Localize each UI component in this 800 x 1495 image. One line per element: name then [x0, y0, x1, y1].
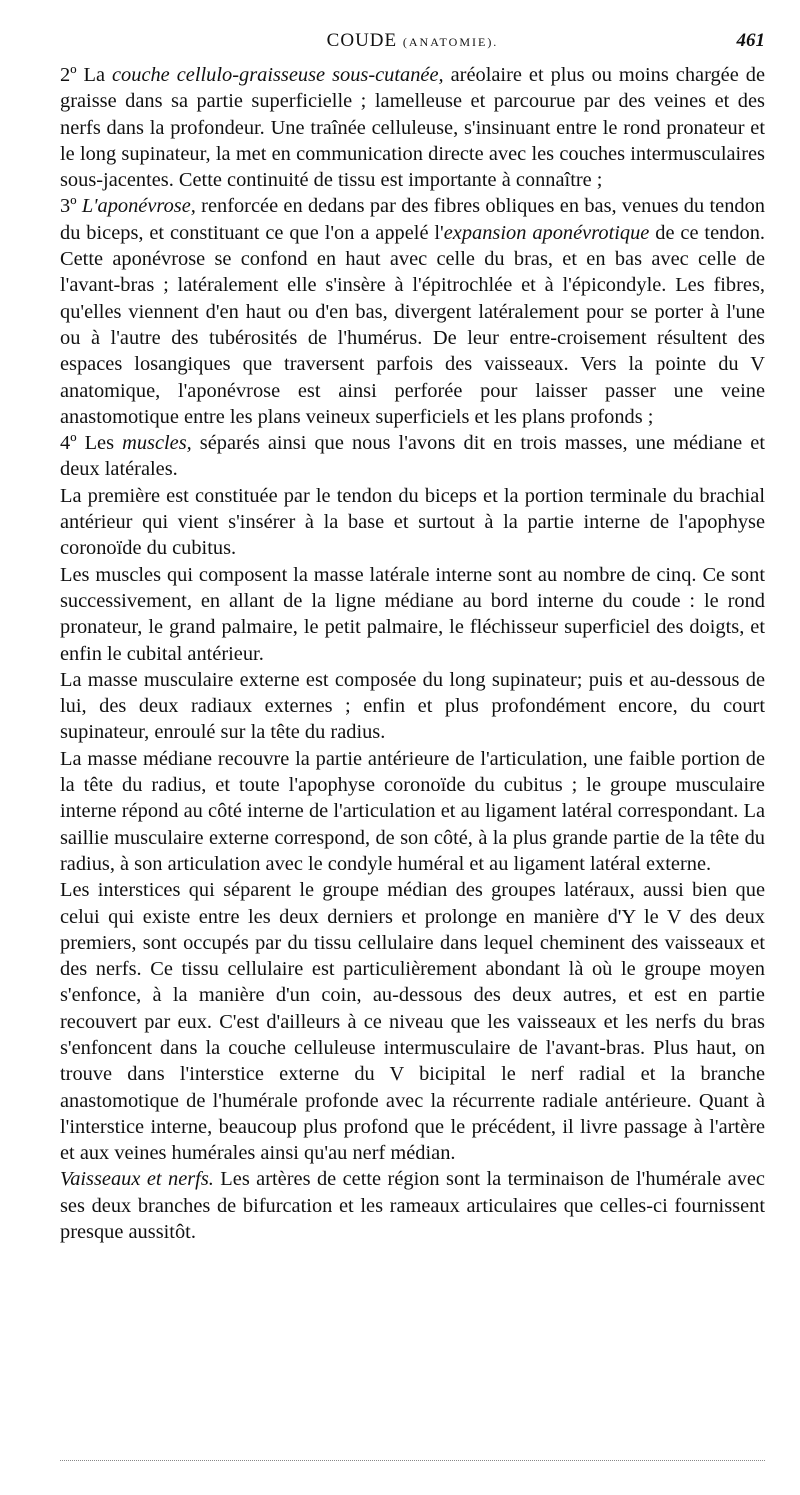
paragraph-masse-interne: Les muscles qui composent la masse latérale interne sont au nombre de cinq. Ce sont successivement, en allant de la ligne médiane au bord interne du coude : le rond pronateur, le grand palmaire, le petit palmaire, le fléchisseur superficiel des doigts, et enfin le cubital antérieur.	[60, 563, 765, 665]
paragraph-italic-term: Vaisseaux et nerfs.	[60, 1168, 214, 1191]
bottom-bleed-line	[60, 1460, 765, 1461]
page-number: 461	[736, 30, 765, 51]
paragraph-italic-term: muscles,	[122, 432, 192, 455]
paragraph-vaisseaux-nerfs	[60, 1166, 765, 1245]
paragraph-text: séparés ainsi que nous l'avons dit en trois masses, une médiane et deux latérales.	[60, 432, 765, 481]
paragraph-masse-mediane: La première est constituée par le tendon du biceps et la portion terminale du brachial antérieur qui vient s'insérer à la base et surtout à la partie interne de l'apophyse coronoïde du cubitus.	[60, 484, 765, 560]
paragraph-lead: 4º Les	[60, 432, 123, 455]
paragraph-aponevrose	[60, 193, 765, 430]
paragraph-lead: 3º	[60, 195, 82, 218]
running-title-main: COUDE	[326, 30, 398, 51]
paragraph-muscles	[60, 430, 765, 483]
paragraph-italic-term: L'aponévrose,	[81, 195, 196, 218]
paragraph-lead: 2º La	[60, 64, 112, 86]
paragraph-rapports: La masse médiane recouvre la partie antérieure de l'articulation, une faible portion de la tête du radius, et toute l'apophyse coronoïde du cubitus ; le groupe musculaire interne répond au côté interne de l'articulation et au ligament latéral correspondant. La saillie musculaire externe correspond, de son côté, à la plus grande partie de la tête du radius, à son articulation avec le condyle huméral et au ligament latéral externe.	[60, 747, 765, 875]
paragraph-text: Les artères de cette région sont la terminaison de l'humérale avec ses deux branches de bifurcation et les rameaux articulaires que celles-ci fournissent presque aussitôt.	[60, 1168, 765, 1244]
paragraph-masse-externe: La masse musculaire externe est composée du long supinateur; puis et au-dessous de lui, des deux radiaux externes ; enfin et plus profondément encore, du court supinateur, enroulé sur la tête du radius.	[60, 668, 765, 744]
paragraph-italic-term: expansion aponévrotique	[443, 221, 650, 244]
paragraph-text: renforcée en dedans par des fibres obliques en bas, venues du tendon du biceps, et constituant ce que l'on a appelé l'	[60, 195, 765, 244]
paragraph-text: aréolaire et plus ou moins chargée de graisse dans sa partie superficielle ; lamelleuse et parcourue par des veines et des nerfs dans la profondeur. Une traînée celluleuse, s'insinuant entre le rond pronateur et le long supinateur, la met en communication directe avec les couches intermusculaires sous-jacentes. Cette continuité de tissu est importante à connaître ;	[60, 64, 766, 192]
running-title	[60, 30, 765, 52]
body-text	[60, 62, 765, 1245]
paragraph-interstices: Les interstices qui séparent le groupe médian des groupes latéraux, aussi bien que celui qui existe entre les deux derniers et prolonge en manière d'Y le V des deux premiers, sont occupés par du tissu cellulaire dans lequel cheminent des vaisseaux et des nerfs. Ce tissu cellulaire est particulièrement abondant là où le groupe moyen s'enfonce, à la manière d'un coin, au-dessous des deux autres, et est en partie recouvert par eux. C'est d'ailleurs à ce niveau que les vaisseaux et les nerfs du bras s'enfoncent dans la couche celluleuse intermusculaire de l'avant-bras. Plus haut, on trouve dans l'interstice externe du V bicipital le nerf radial et la branche anastomotique de l'humérale profonde avec la récurrente radiale antérieure. Quant à l'interstice interne, beaucoup plus profond que le précédent, il livre passage à l'artère et aux veines humérales ainsi qu'au nerf médian.	[60, 879, 765, 1165]
running-title-sub: (ANATOMIE).	[402, 35, 499, 49]
paragraph-couche-cellulo-graisseuse	[60, 62, 765, 193]
paragraph-italic-term: couche cellulo-graisseuse sous-cutanée,	[112, 64, 444, 86]
paragraph-text: de ce tendon. Cette aponévrose se confond en haut avec celle du bras, et en bas avec celle de l'avant-bras ; latéralement elle s'insère à l'épitrochlée et à l'épicondyle. Les fibres, qu'elles viennent d'en haut ou d'en bas, divergent latéralement pour se porter à l'une ou à l'autre des tubérosités de l'humérus. De leur entre-croisement résultent des espaces losangiques que traversent parfois des vaisseaux. Vers la pointe du V anatomique, l'aponévrose est ainsi perforée pour laisser passer une veine anastomotique entre les plans veineux superficiels et les plans profonds ;	[60, 221, 765, 428]
running-header	[60, 30, 765, 58]
